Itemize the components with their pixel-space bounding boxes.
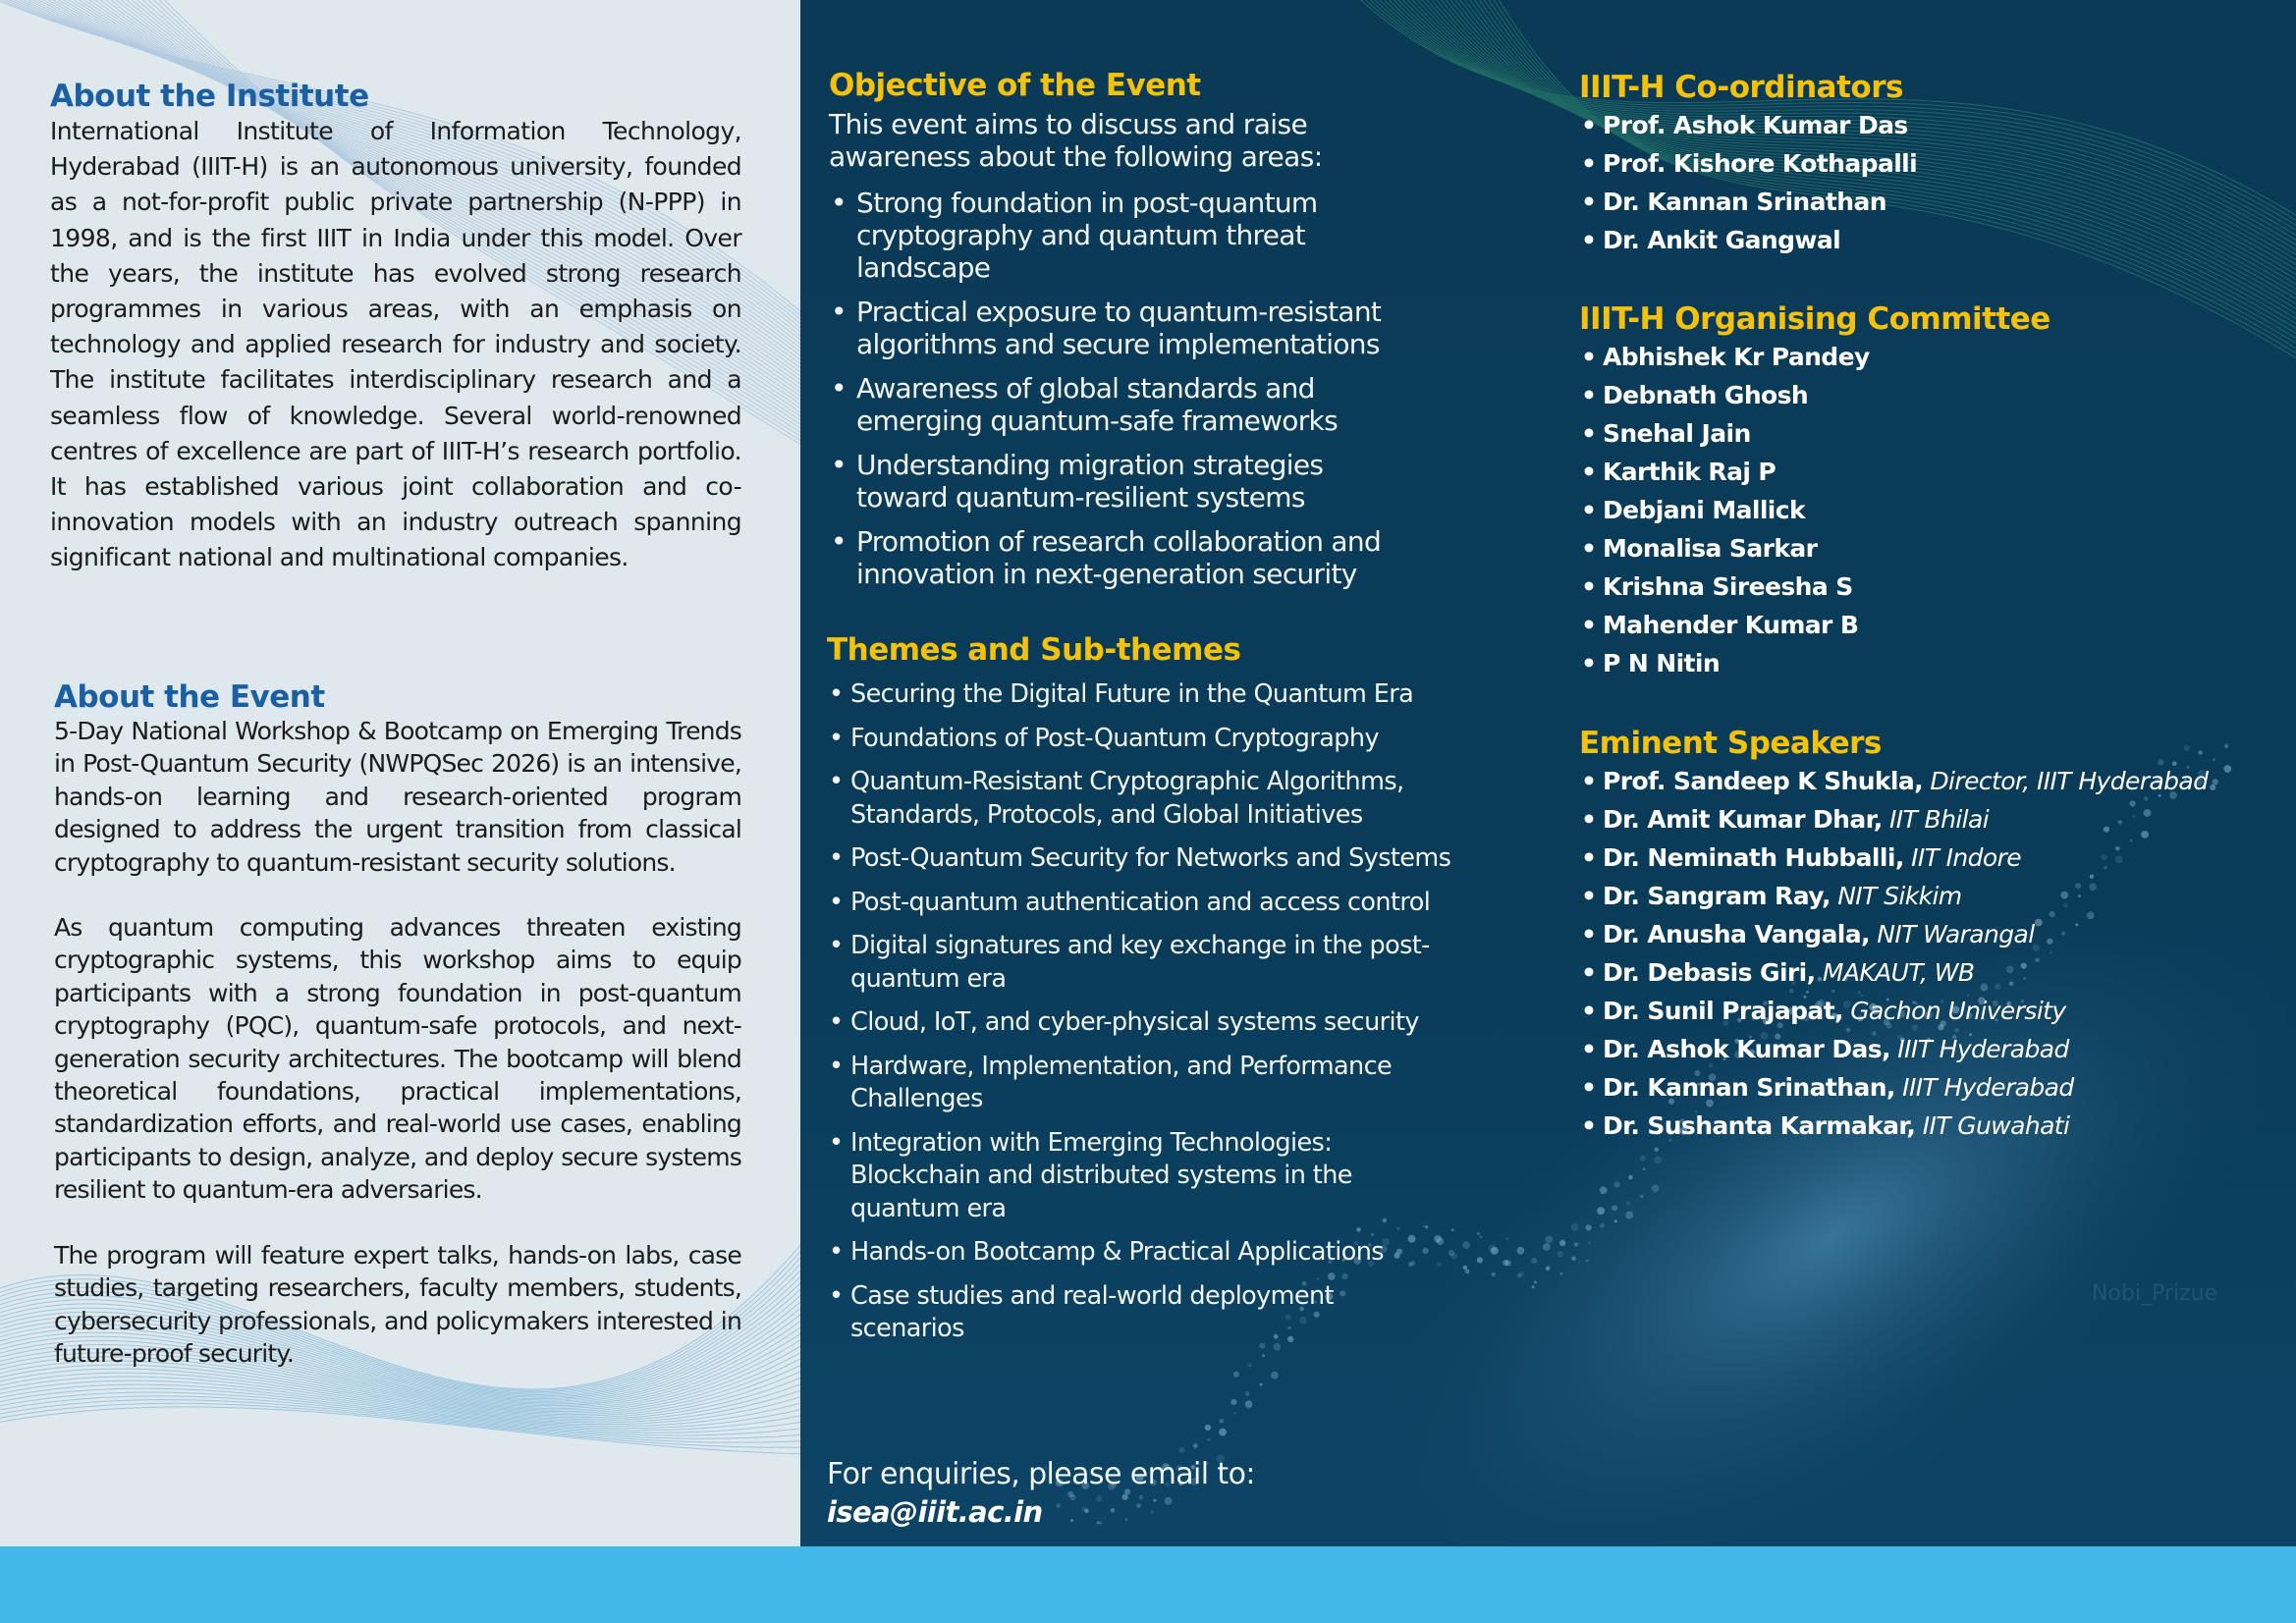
dna-dot bbox=[1558, 1251, 1563, 1257]
speaker-item bbox=[1579, 1068, 2291, 1107]
left-panel bbox=[0, 0, 800, 1546]
contact-section bbox=[827, 1456, 1416, 1531]
committee-member: • Debnath Ghosh bbox=[1579, 376, 2286, 414]
theme-item: • Hands-on Bootcamp & Practical Applications bbox=[827, 1236, 1514, 1270]
committee-member: • Karthik Raj P bbox=[1579, 453, 2286, 491]
dna-dot bbox=[1233, 1412, 1236, 1415]
dna-dot bbox=[1230, 1399, 1236, 1405]
speaker-name: Dr. Debasis Giri, bbox=[1603, 958, 1816, 987]
dna-dot bbox=[1586, 1259, 1589, 1262]
committee-member: • Debjani Mallick bbox=[1579, 491, 2286, 529]
dna-dot bbox=[1574, 1242, 1579, 1247]
dna-dot bbox=[1531, 1258, 1537, 1264]
speaker-name: Dr. Neminath Hubballi, bbox=[1603, 843, 1904, 872]
dna-dot bbox=[1271, 1372, 1279, 1380]
dna-dot bbox=[1613, 1181, 1619, 1187]
coordinator-item: • Prof. Ashok Kumar Das bbox=[1579, 106, 2286, 144]
about-event-section bbox=[54, 679, 741, 1370]
dna-dot bbox=[1208, 1438, 1211, 1441]
speaker-name: Dr. Amit Kumar Dhar, bbox=[1603, 805, 1883, 834]
committee-heading: IIIT-H Organising Committee bbox=[1579, 301, 2050, 337]
objective-item: • Promotion of research collaboration and innovation in next-generation security bbox=[829, 525, 1514, 590]
wave-line bbox=[0, 1407, 800, 1454]
coordinators-section bbox=[1579, 69, 2286, 259]
speaker-name: Dr. Sunil Prajapat, bbox=[1603, 997, 1843, 1025]
committee-member: • P N Nitin bbox=[1579, 644, 2286, 682]
about-event-paragraph: 5-Day National Workshop & Bootcamp on Emerging Trends in Post-Quantum Security (NWPQSec 2026) is an intensive, hands-on learning and research-oriented program designed to address the urgent transition from classical cryptography to quantum-resistant security solutions. bbox=[54, 717, 741, 877]
speaker-name: Dr. Anusha Vangala, bbox=[1603, 920, 1870, 948]
about-event-heading: About the Event bbox=[54, 679, 325, 715]
objective-heading: Objective of the Event bbox=[829, 68, 1201, 103]
themes-section bbox=[827, 631, 1514, 1357]
dna-dot bbox=[1247, 1363, 1252, 1368]
dna-dot bbox=[1178, 1447, 1184, 1453]
speaker-affiliation: IIIT Hyderabad bbox=[1889, 1035, 2069, 1063]
speaker-name: Dr. Sangram Ray, bbox=[1603, 882, 1831, 910]
speaker-item bbox=[1579, 953, 2291, 992]
theme-item: • Integration with Emerging Technologies: Blockchain and distributed systems in the quantum era bbox=[827, 1127, 1440, 1226]
speaker-affiliation: Director, IIIT Hyderabad bbox=[1923, 767, 2209, 795]
dna-dot bbox=[1597, 1207, 1605, 1215]
speakers-list bbox=[1579, 762, 2291, 1145]
about-event-paragraph: The program will feature expert talks, hands-on labs, case studies, targeting researchers, faculty members, students, cybersecurity professionals, and policymakers interested in future-proof security. bbox=[54, 1240, 741, 1368]
dna-dot bbox=[1612, 1205, 1617, 1211]
coordinator-item: • Dr. Kannan Srinathan bbox=[1579, 183, 2286, 221]
dna-dot bbox=[1571, 1256, 1576, 1261]
speaker-item bbox=[1579, 1030, 2291, 1068]
dna-dot bbox=[1245, 1391, 1250, 1396]
dna-dot bbox=[1245, 1400, 1253, 1408]
dna-dot bbox=[1534, 1281, 1537, 1284]
speaker-name: Dr. Kannan Srinathan, bbox=[1603, 1073, 1895, 1102]
committee-member: • Snehal Jain bbox=[1579, 414, 2286, 453]
dna-dot bbox=[1625, 1212, 1633, 1219]
speaker-affiliation: IIIT Hyderabad bbox=[1894, 1073, 2074, 1102]
committee-member: • Abhishek Kr Pandey bbox=[1579, 338, 2286, 376]
theme-item: • Case studies and real-world deployment scenarios bbox=[827, 1280, 1440, 1346]
dna-dot bbox=[1205, 1425, 1211, 1431]
dna-dot bbox=[1559, 1240, 1565, 1246]
objective-intro: This event aims to discuss and raise awareness about the following areas: bbox=[829, 108, 1323, 173]
objective-item: • Understanding migration strategies toward quantum-resilient systems bbox=[829, 449, 1387, 514]
dna-dot bbox=[1233, 1372, 1239, 1378]
speaker-item bbox=[1579, 762, 2291, 800]
dna-dot bbox=[1640, 1156, 1646, 1162]
dna-dot bbox=[1571, 1223, 1579, 1231]
dna-dot bbox=[1600, 1223, 1605, 1228]
theme-item: • Post-Quantum Security for Networks and Systems bbox=[827, 842, 1514, 876]
objective-section bbox=[829, 67, 1516, 602]
contact-email-link[interactable]: isea@iiit.ac.in bbox=[827, 1495, 1043, 1529]
speaker-affiliation: NIT Sikkim bbox=[1830, 882, 1962, 910]
dna-dot bbox=[1543, 1243, 1551, 1251]
dna-dot bbox=[1654, 1156, 1662, 1163]
objective-item: • Strong foundation in post-quantum cryptography and quantum threat landscape bbox=[829, 187, 1387, 284]
dna-dot bbox=[1600, 1186, 1608, 1194]
themes-heading: Themes and Sub-themes bbox=[827, 632, 1241, 668]
speaker-affiliation: IIT Bhilai bbox=[1882, 805, 1990, 834]
dna-dot bbox=[1519, 1271, 1524, 1276]
speaker-affiliation: NIT Warangal bbox=[1869, 920, 2035, 948]
dna-dot bbox=[1546, 1266, 1551, 1271]
coordinator-item: • Dr. Ankit Gangwal bbox=[1579, 221, 2286, 259]
speaker-affiliation: Gachon University bbox=[1842, 997, 2066, 1025]
speaker-item bbox=[1579, 992, 2291, 1030]
theme-item: • Securing the Digital Future in the Quantum Era bbox=[827, 678, 1514, 712]
watermark-text: Nobi_Prizue bbox=[2092, 1281, 2218, 1306]
dna-dot bbox=[1640, 1195, 1643, 1198]
dna-dot bbox=[1545, 1235, 1553, 1243]
coordinators-list bbox=[1579, 106, 2286, 259]
theme-item: • Hardware, Implementation, and Performance Challenges bbox=[827, 1051, 1499, 1116]
speaker-item bbox=[1579, 1107, 2291, 1145]
speaker-affiliation: MAKAUT, WB bbox=[1815, 958, 1975, 987]
committee-member: • Mahender Kumar B bbox=[1579, 606, 2286, 644]
enquiry-label: For enquiries, please email to: bbox=[827, 1457, 1255, 1491]
dna-dot bbox=[1219, 1429, 1227, 1436]
dna-dot bbox=[1643, 1167, 1646, 1170]
committee-list bbox=[1579, 338, 2286, 682]
bottom-color-bar bbox=[0, 1546, 2296, 1623]
speaker-item bbox=[1579, 915, 2291, 953]
about-institute-heading: About the Institute bbox=[50, 79, 369, 114]
speaker-affiliation: IIT Indore bbox=[1903, 843, 2022, 872]
speaker-item bbox=[1579, 877, 2291, 915]
about-institute-text: International Institute of Information Technology, Hyderabad (IIIT-H) is an autonomous university, founded as a not-for-profit public private partnership (N-PPP) in 1998, and is the first IIIT in India under this model. Over the years, the institute has evolved strong research programmes in various areas, with an emphasis on technology and applied research for industry and society. The institute facilitates interdisciplinary research and a seamless flow of knowledge. Several world-renowned centres of excellence are part of IIIT-H’s research portfolio. It has established various joint collaboration and co-innovation models with an industry outreach spanning significant national and multinational companies. bbox=[50, 117, 741, 572]
theme-item: • Post-quantum authentication and access control bbox=[827, 887, 1514, 920]
committee-section bbox=[1579, 300, 2286, 682]
dna-dot bbox=[1614, 1219, 1617, 1222]
dna-dot bbox=[1559, 1272, 1562, 1275]
speaker-name: Dr. Ashok Kumar Das, bbox=[1603, 1035, 1890, 1063]
about-institute-section bbox=[50, 79, 741, 576]
dna-dot bbox=[1260, 1383, 1263, 1386]
speakers-heading: Eminent Speakers bbox=[1579, 726, 1882, 761]
speaker-item bbox=[1579, 800, 2291, 839]
dna-dot bbox=[1626, 1201, 1631, 1206]
theme-item: • Cloud, IoT, and cyber-physical systems security bbox=[827, 1006, 1514, 1040]
speaker-name: Dr. Sushanta Karmakar, bbox=[1603, 1111, 1916, 1140]
committee-member: • Monalisa Sarkar bbox=[1579, 529, 2286, 568]
theme-item: • Foundations of Post-Quantum Cryptography bbox=[827, 723, 1514, 756]
coordinator-item: • Prof. Kishore Kothapalli bbox=[1579, 144, 2286, 183]
dna-dot bbox=[1532, 1285, 1535, 1288]
coordinators-heading: IIIT-H Co-ordinators bbox=[1579, 70, 1903, 105]
about-event-paragraph: As quantum computing advances threaten existing cryptographic systems, this workshop aims to equip participants with a strong foundation in post-quantum cryptography (PQC), quantum-safe protocols, and next-generation security architectures. The bootcamp will blend theoretical foundations, practical implementations, standardization efforts, and real-world use cases, enabling participants to design, analyze, and deploy secure systems resilient to quantum-era adversaries. bbox=[54, 913, 741, 1205]
themes-list bbox=[827, 678, 1514, 1346]
dna-dot bbox=[1517, 1247, 1525, 1255]
objective-list bbox=[829, 187, 1487, 590]
speaker-affiliation: IIT Guwahati bbox=[1915, 1111, 2070, 1140]
dna-dot bbox=[1220, 1419, 1225, 1424]
theme-item: • Digital signatures and key exchange in the post-quantum era bbox=[827, 930, 1459, 996]
committee-member: • Krishna Sireesha S bbox=[1579, 568, 2286, 606]
speaker-name: Prof. Sandeep K Shukla, bbox=[1603, 767, 1924, 795]
objective-item: • Practical exposure to quantum-resistant algorithms and secure implementations bbox=[829, 296, 1485, 360]
dna-dot bbox=[1628, 1175, 1633, 1180]
dna-dot bbox=[1193, 1443, 1198, 1448]
speakers-section bbox=[1579, 725, 2291, 1145]
objective-item: • Awareness of global standards and emerging quantum-safe frameworks bbox=[829, 372, 1426, 437]
dna-dot bbox=[1588, 1241, 1591, 1244]
theme-item: • Quantum-Resistant Cryptographic Algorithms, Standards, Protocols, and Global Initiatives bbox=[827, 766, 1499, 832]
dna-dot bbox=[1655, 1148, 1660, 1153]
dna-dot bbox=[1586, 1224, 1592, 1230]
dna-dot bbox=[1652, 1184, 1660, 1192]
speaker-item bbox=[1579, 839, 2291, 877]
